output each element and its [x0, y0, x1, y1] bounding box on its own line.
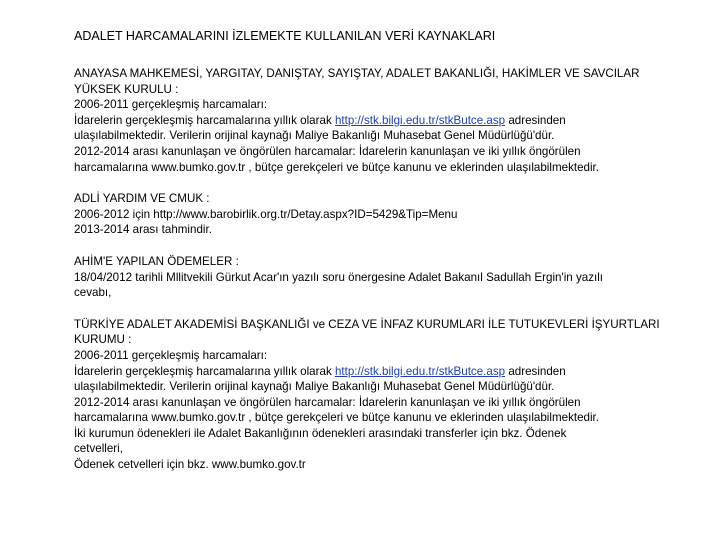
text-line: harcamalarına www.bumko.gov.tr , bütçe gerekçeleri ve bütçe kanunu ve eklerinden ulaşılabilmektedir. [74, 411, 599, 425]
text-line: 2013-2014 arası tahmindir. [74, 223, 212, 237]
text-line: ulaşılabilmektedir. Verilerin orijinal kaynağı Maliye Bakanlığı Muhasebat Genel Müdürlüğü'dür. [74, 380, 555, 394]
text-line: ANAYASA MAHKEMESİ, YARGITAY, DANIŞTAY, SAYIŞTAY, ADALET BAKANLIĞI, HAKİMLER VE SAVCILAR [74, 67, 640, 80]
section-1 [74, 66, 684, 175]
text-line: İki kurumun ödenekleri ile Adalet Bakanlığının ödenekleri arasındaki transferler için bkz. Ödenek [74, 426, 567, 440]
text-fragment: adresinden [505, 113, 566, 127]
text-fragment: İdarelerin gerçekleşmiş harcamalarına yıllık olarak [74, 113, 335, 127]
text-line: TÜRKİYE ADALET AKADEMİSİ BAŞKANLIĞI ve CEZA VE İNFAZ KURUMLARI İLE TUTUKEVLERİ İŞYURTLARI [74, 317, 660, 331]
text-line: cevabı, [74, 286, 112, 300]
text-line: cetvelleri, [74, 442, 123, 456]
text-line: 2006-2012 için http://www.barobirlik.org.tr/Detay.aspx?ID=5429&Tip=Menu [74, 207, 458, 221]
text-line: 18/04/2012 tarihli Mllitvekili Gürkut Acar'ın yazılı soru önergesine Adalet Bakanıl Sadullah Ergin'in yazılı [74, 270, 604, 284]
stk-budget-link[interactable]: http://stk.bilgi.edu.tr/stkButce.asp [334, 364, 506, 378]
text-line: KURUMU : [74, 333, 132, 347]
section-4 [74, 317, 684, 473]
text-line: 2006-2011 gerçekleşmiş harcamaları: [74, 98, 268, 112]
text-line-with-link [74, 113, 684, 129]
text-line: AHİM'E YAPILAN ÖDEMELER : [74, 254, 239, 268]
text-line: 2012-2014 arası kanunlaşan ve öngörülen harcamalar: İdarelerin kanunlaşan ve iki yıllık öngörülen [74, 144, 581, 158]
section-2 [74, 191, 684, 238]
text-line: 2006-2011 gerçekleşmiş harcamaları: [74, 348, 268, 362]
text-line-with-link [74, 364, 684, 380]
text-line: ADLİ YARDIM VE CMUK : [74, 192, 210, 206]
text-line: ulaşılabilmektedir. Verilerin orijinal kaynağı Maliye Bakanlığı Muhasebat Genel Müdürlüğü'dür. [74, 129, 555, 143]
text-line: YÜKSEK KURULU : [74, 82, 179, 96]
text-fragment: İdarelerin gerçekleşmiş harcamalarına yıllık olarak [74, 364, 335, 378]
stk-budget-link[interactable]: http://stk.bilgi.edu.tr/stkButce.asp [334, 113, 506, 127]
sections-container [74, 66, 684, 473]
section-3 [74, 254, 684, 301]
text-line: 2012-2014 arası kanunlaşan ve öngörülen harcamalar: İdarelerin kanunlaşan ve iki yıllık öngörülen [74, 395, 581, 409]
text-line: Ödenek cetvelleri için bkz. www.bumko.gov.tr [74, 458, 306, 472]
text-line: harcamalarına www.bumko.gov.tr , bütçe gerekçeleri ve bütçe kanunu ve eklerinden ulaşılabilmektedir. [74, 160, 599, 174]
page-title: ADALET HARCAMALARINI İZLEMEKTE KULLANILAN VERİ KAYNAKLARI [74, 29, 496, 43]
document-page [74, 28, 684, 489]
text-fragment: adresinden [505, 364, 566, 378]
